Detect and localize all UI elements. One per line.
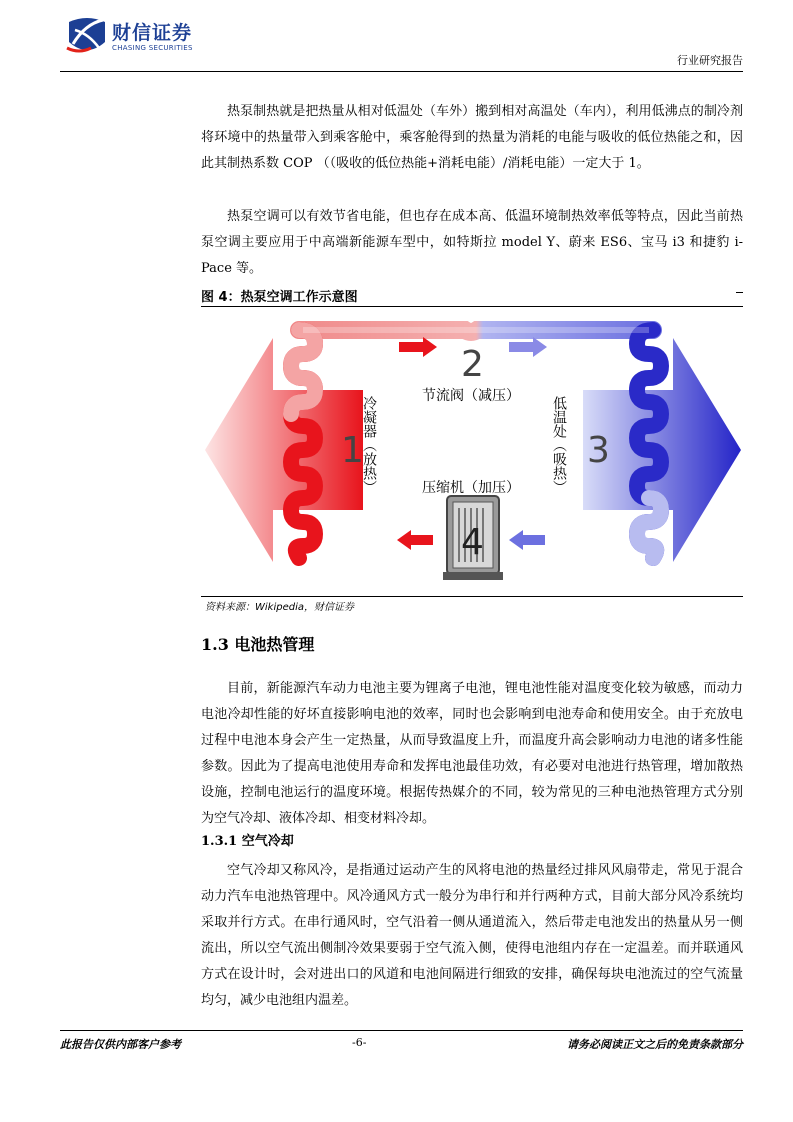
footer-divider [60, 1030, 743, 1031]
label-condenser: 冷凝器（放热） [361, 396, 377, 494]
logo-text-cn: 财信证券 [112, 22, 193, 44]
figure-source: 资料来源：Wikipedia，财信证券 [205, 602, 354, 613]
paragraph-heat-pump-usage: 热泵空调可以有效节省电能，但也存在成本高、低温环境制热效率低等特点，因此当前热泵空调主要应用于中高端新能源车型中，如特斯拉 model Y、蔚来 ES6、宝马 i3 和捷豹 i-Pace 等。 [201, 209, 743, 276]
logo-text-en: CHASING SECURITIES [112, 44, 193, 52]
document-type: 行业研究报告 [677, 54, 743, 67]
company-logo [65, 14, 195, 60]
header-divider [60, 71, 743, 72]
logo-mark-icon [65, 14, 109, 58]
flow-arrow-top-cold [509, 337, 547, 357]
flow-arrow-top-hot [399, 337, 437, 357]
figure-top-rule [201, 306, 743, 307]
label-3: 3 [587, 430, 610, 471]
label-valve: 节流阀（减压） [422, 388, 520, 404]
label-2: 2 [461, 344, 484, 385]
label-evaporator: 低温处（吸热） [551, 396, 567, 494]
figure-mark [736, 292, 743, 293]
heat-pump-diagram [203, 310, 741, 593]
page-footer [60, 1030, 743, 1060]
footer-notice: 此报告仅供内部客户参考 [60, 1038, 181, 1051]
figure-title: 图 4：热泵空调工作示意图 [201, 290, 358, 305]
label-1: 1 [341, 430, 364, 471]
flow-arrow-bottom-hot [397, 530, 433, 550]
footer-disclaimer: 请务必阅读正文之后的免责条款部分 [567, 1038, 743, 1051]
page-number: -6- [352, 1036, 367, 1049]
section-heading: 1.3 电池热管理 [201, 635, 315, 654]
page-header [60, 14, 743, 68]
label-compressor: 压缩机（加压） [422, 480, 520, 496]
paragraph-air-cooling: 空气冷却又称风冷，是指通过运动产生的风将电池的热量经过排风风扇带走，常见于混合动力汽车电池热管理中。风冷通风方式一般分为串行和并行两种方式，目前大部分风冷系统均采取并行方式。在串行通风时，空气沿着一侧从通道流入，然后带走电池发出的热量从另一侧流出，所以空气流出侧制冷效果要弱于空气流入侧，使得电池组内存在一定温差。而并联通风方式在设计时，会对进出口的风道和电池间隔进行细致的安排，确保每块电池流过的空气流量均匀，减少电池组内温差。 [201, 863, 743, 1008]
subsection-heading: 1.3.1 空气冷却 [201, 834, 294, 849]
flow-arrow-bottom-cold [509, 530, 545, 550]
paragraph-heat-pump-principle: 热泵制热就是把热量从相对低温处（车外）搬到相对高温处（车内），利用低沸点的制冷剂将环境中的热量带入到乘客舱中，乘客舱得到的热量为消耗的电能与吸收的低位热能之和，因此其制热系数 COP （（吸收的低位热能+消耗电能）/消耗电能）一定大于 1。 [201, 104, 743, 171]
paragraph-battery-thermal: 目前，新能源汽车动力电池主要为锂离子电池，锂电池性能对温度变化较为敏感，而动力电池冷却性能的好坏直接影响电池的效率，同时也会影响到电池寿命和使用安全。由于充放电过程中电池本身会产生一定热量，从而导致温度上升，而温度升高会影响动力电池的诸多性能参数。因此为了提高电池使用寿命和发挥电池最佳功效，有必要对电池进行热管理，增加散热设施，控制电池运行的温度环境。根据传热媒介的不同，较为常见的三种电池热管理方式分别为空气冷却、液体冷却、相变材料冷却。 [201, 681, 743, 826]
label-4: 4 [461, 522, 484, 563]
figure-bottom-rule [201, 596, 743, 597]
